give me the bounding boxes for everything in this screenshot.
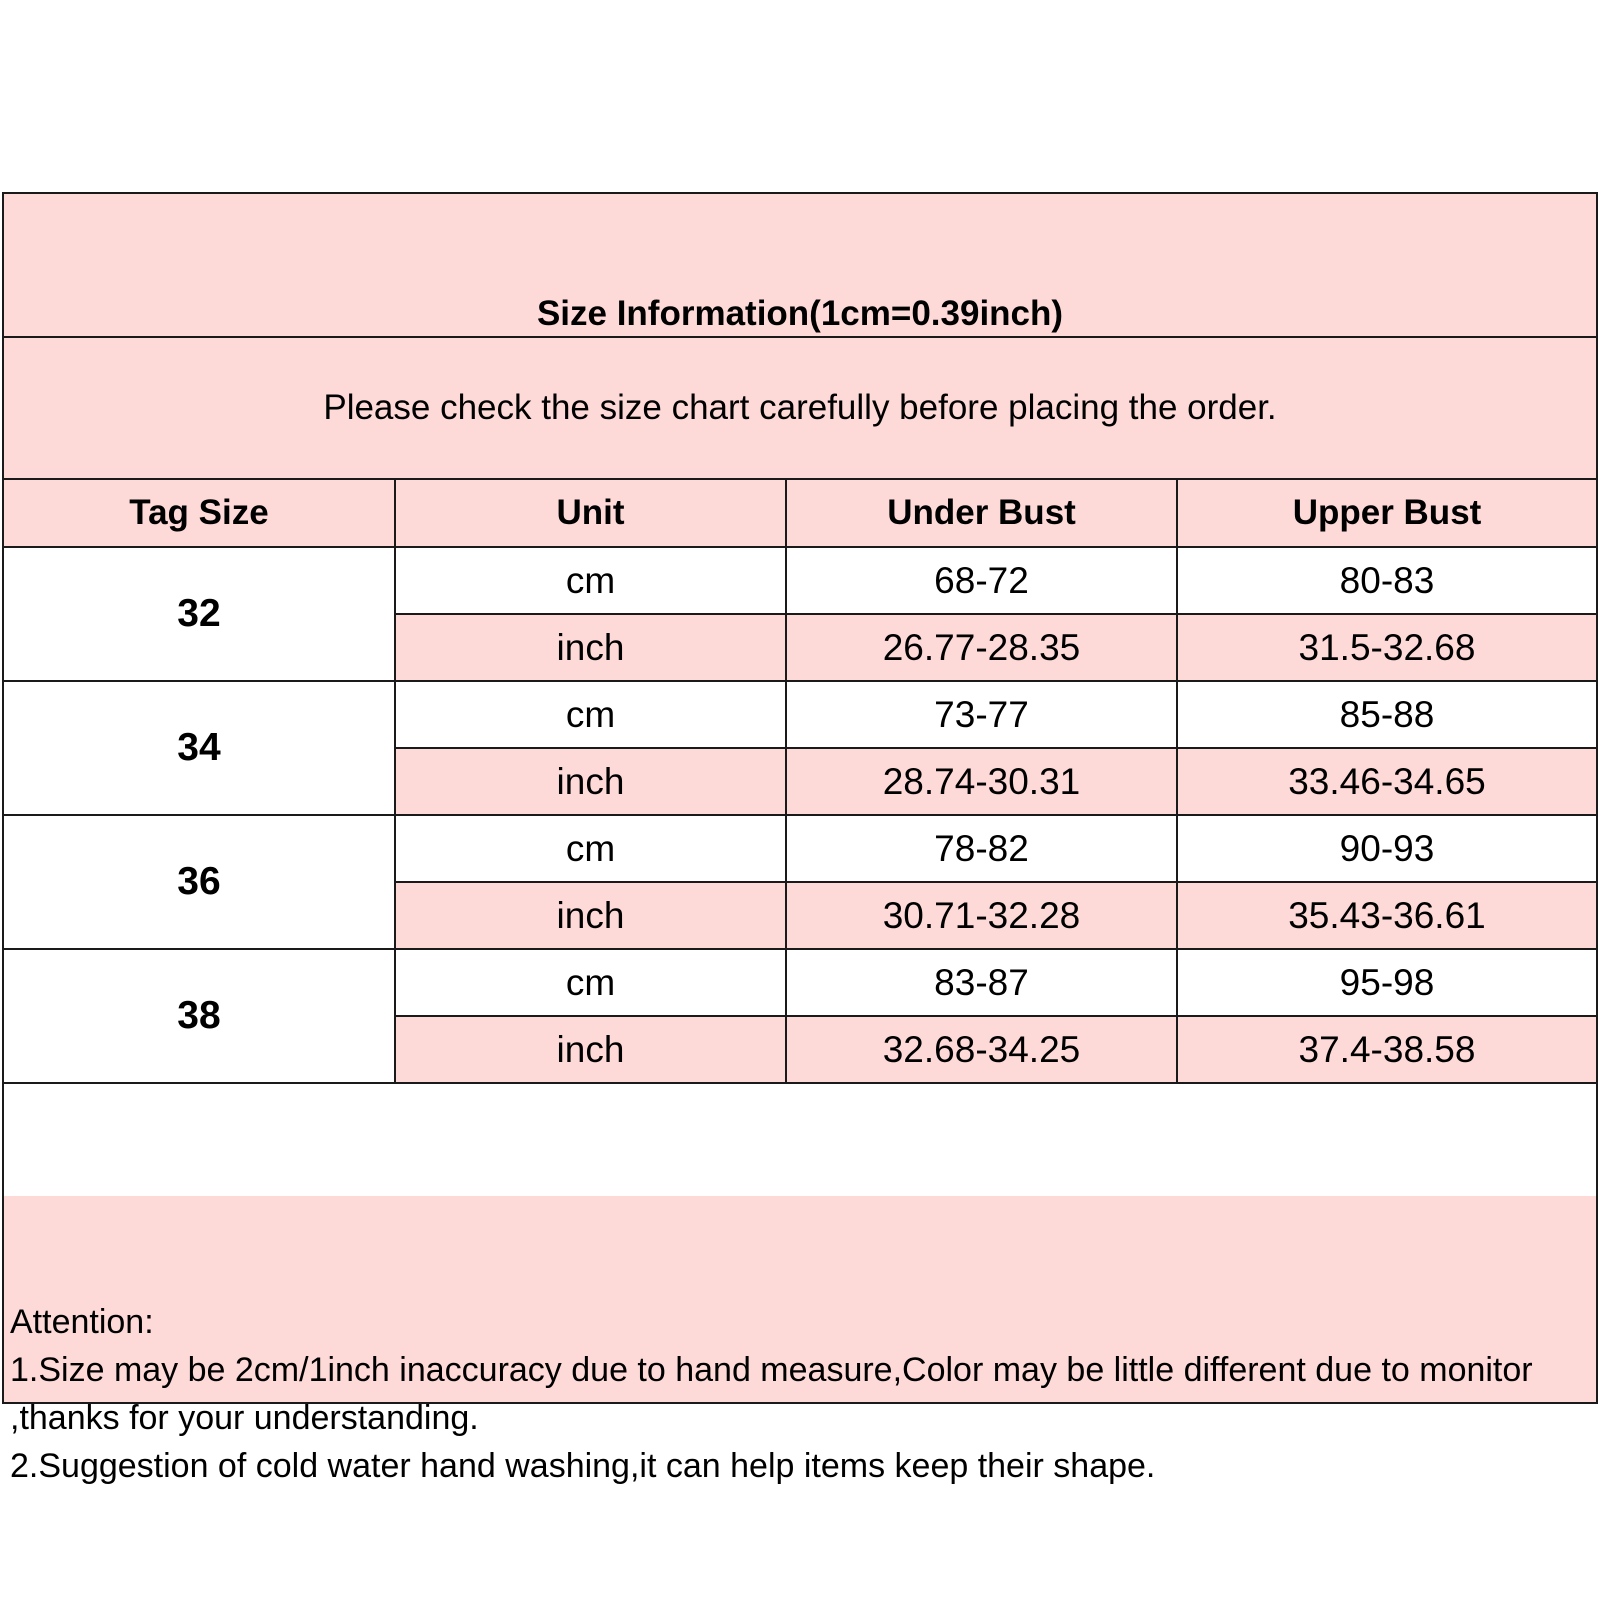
upper-bust-cell: 85-88 [1177, 681, 1596, 748]
upper-bust-cell: 80-83 [1177, 547, 1596, 614]
size-chart [2, 192, 1598, 1485]
title-band [4, 194, 1596, 338]
upper-bust-cell: 35.43-36.61 [1177, 882, 1596, 949]
size-table [4, 480, 1596, 1084]
attention-section [4, 1196, 1596, 1485]
attention-line-1: 1.Size may be 2cm/1inch inaccuracy due to hand measure,Color may be little different due to monitor ,thanks for your understanding. [10, 1351, 1533, 1437]
under-bust-cell: 32.68-34.25 [786, 1016, 1177, 1083]
unit-cell: cm [395, 547, 786, 614]
chart-title: Size Information(1cm=0.39inch) [536, 294, 1064, 333]
header-row [4, 480, 1596, 547]
notice-band [4, 338, 1596, 480]
under-bust-cell: 30.71-32.28 [786, 882, 1177, 949]
table-row [4, 949, 1596, 1016]
tag-size-cell: 34 [4, 681, 395, 815]
tag-size-cell: 36 [4, 815, 395, 949]
header-unit: Unit [395, 480, 786, 547]
upper-bust-cell: 90-93 [1177, 815, 1596, 882]
header-upper-bust: Upper Bust [1177, 480, 1596, 547]
attention-line-2: 2.Suggestion of cold water hand washing,it can help items keep their shape. [10, 1447, 1156, 1485]
unit-cell: inch [395, 1016, 786, 1083]
attention-heading: Attention: [10, 1303, 154, 1341]
table-row [4, 681, 1596, 748]
unit-cell: inch [395, 614, 786, 681]
tag-size-cell: 32 [4, 547, 395, 681]
table-row [4, 547, 1596, 614]
upper-bust-cell: 95-98 [1177, 949, 1596, 1016]
table-row [4, 815, 1596, 882]
header-tag-size: Tag Size [4, 480, 395, 547]
under-bust-cell: 28.74-30.31 [786, 748, 1177, 815]
under-bust-cell: 83-87 [786, 949, 1177, 1016]
order-notice: Please check the size chart carefully before placing the order. [323, 388, 1277, 427]
under-bust-cell: 78-82 [786, 815, 1177, 882]
under-bust-cell: 73-77 [786, 681, 1177, 748]
upper-bust-cell: 37.4-38.58 [1177, 1016, 1596, 1083]
upper-bust-cell: 31.5-32.68 [1177, 614, 1596, 681]
unit-cell: inch [395, 882, 786, 949]
under-bust-cell: 68-72 [786, 547, 1177, 614]
unit-cell: inch [395, 748, 786, 815]
unit-cell: cm [395, 815, 786, 882]
tag-size-cell: 38 [4, 949, 395, 1083]
upper-bust-cell: 33.46-34.65 [1177, 748, 1596, 815]
unit-cell: cm [395, 949, 786, 1016]
under-bust-cell: 26.77-28.35 [786, 614, 1177, 681]
unit-cell: cm [395, 681, 786, 748]
header-under-bust: Under Bust [786, 480, 1177, 547]
